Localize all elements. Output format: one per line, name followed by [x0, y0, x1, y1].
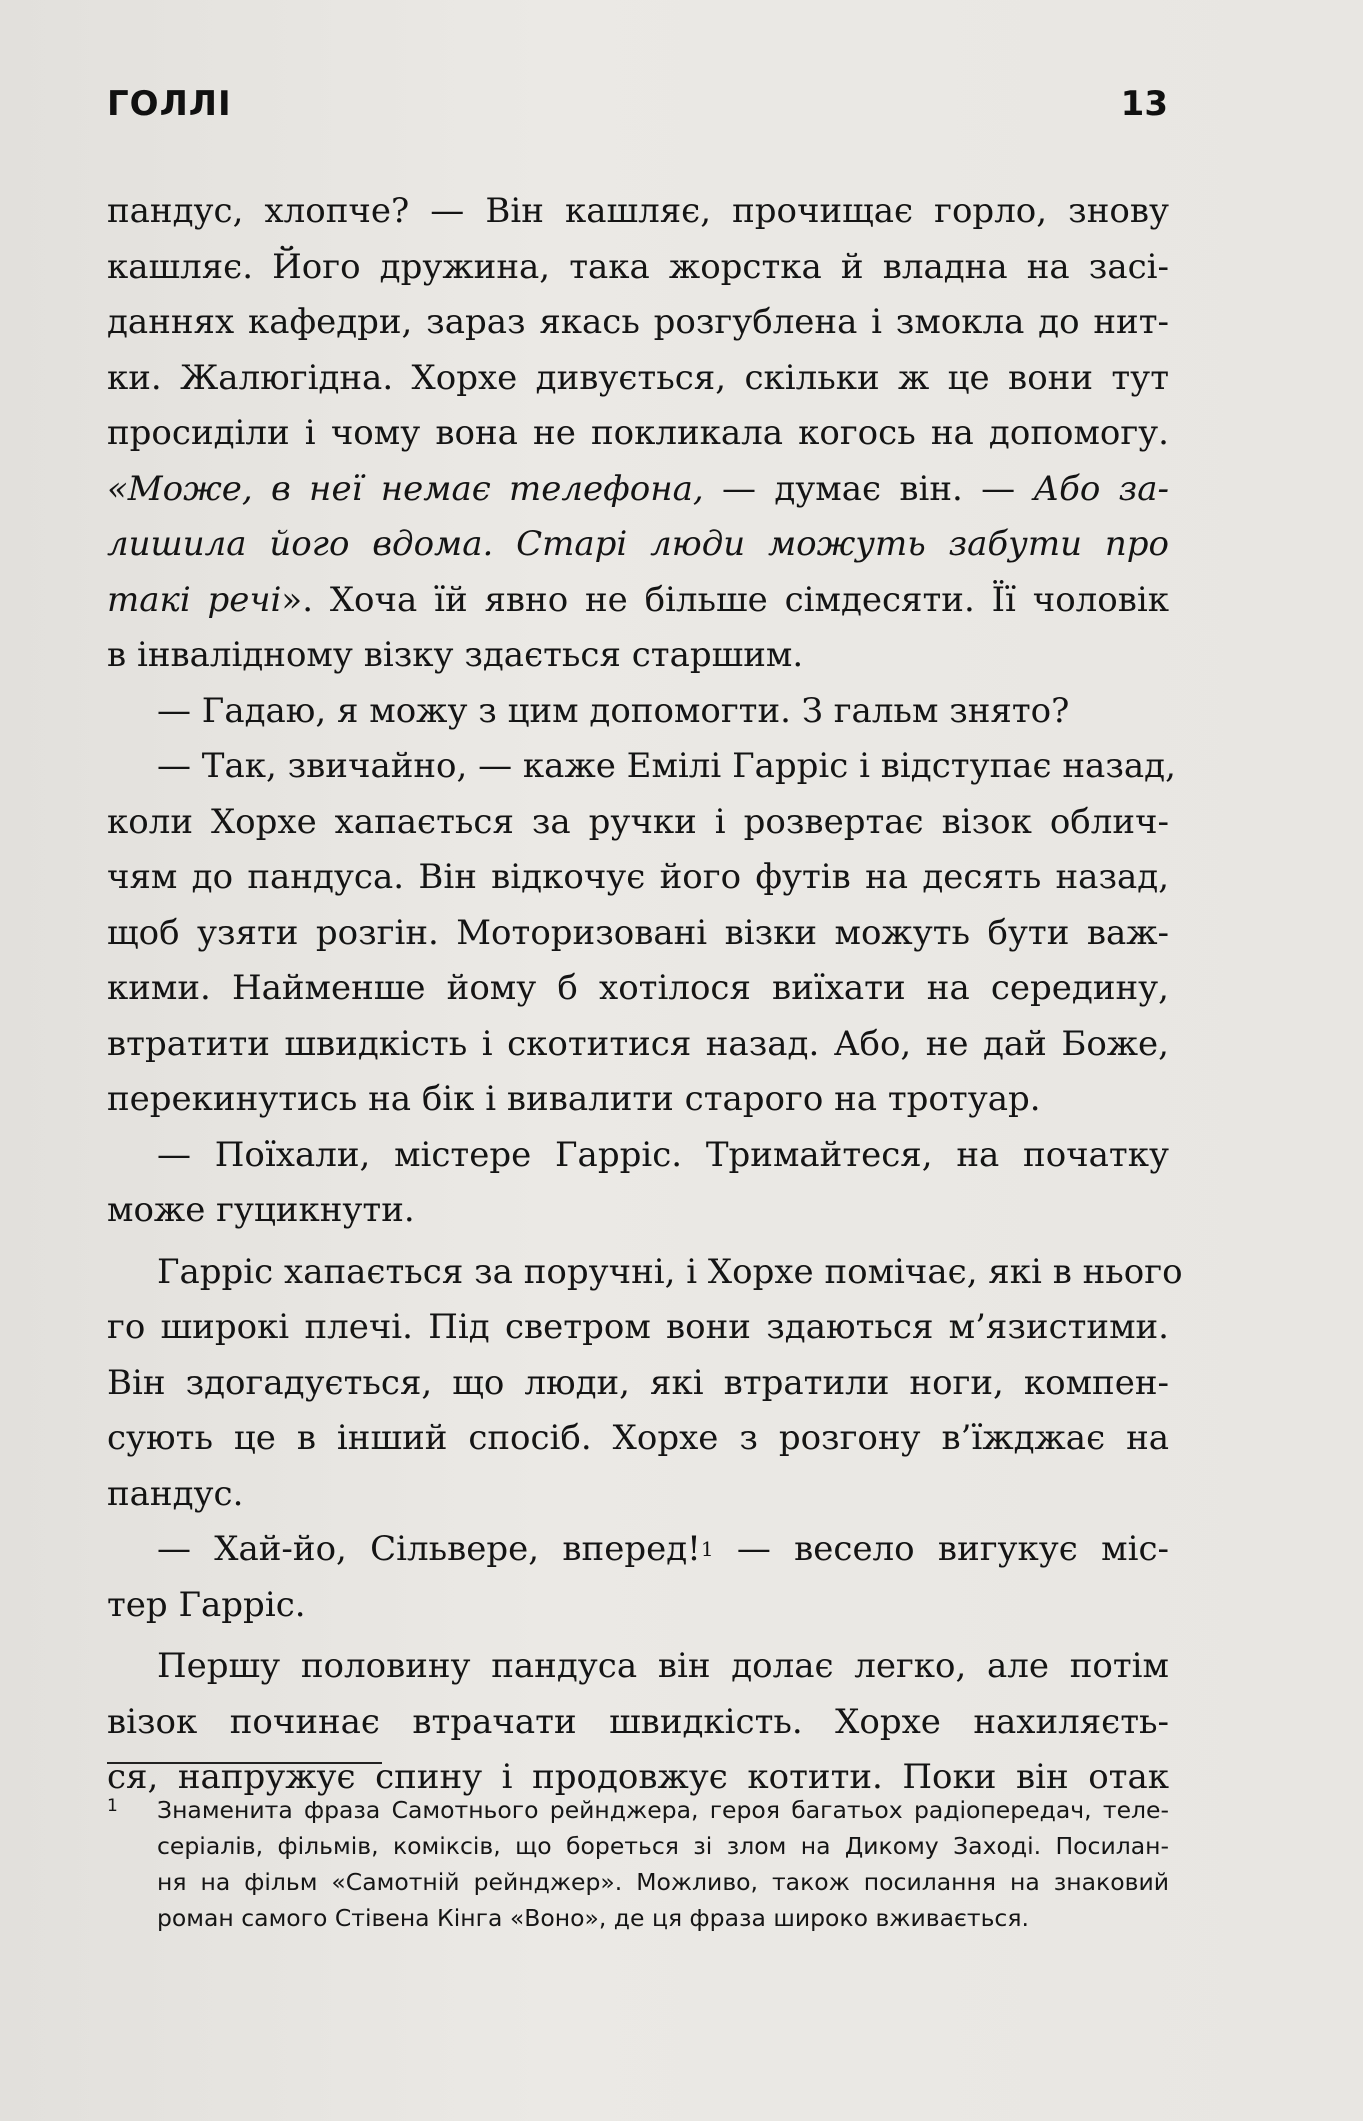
- dialogue-line: — Гадаю, я можу з цим допомогти. З гальм знято?: [157, 690, 1070, 731]
- footnote-line: Знаменита фраза Самотнього рейнджера, героя багатьох радіопередач, теле-: [157, 1796, 1169, 1824]
- text-line: лишила його вдома. Старі люди можуть забути про: [107, 524, 1169, 564]
- running-title: ГОЛЛІ: [107, 84, 232, 124]
- text-line: Він здогадується, що люди, які втратили ноги, компен-: [107, 1362, 1169, 1403]
- italic-text: «Може, в неї немає телефона,: [107, 468, 704, 509]
- text-line: [107, 573, 1169, 629]
- text-line: даннях кафедри, зараз якась розгублена і змокла до нит-: [107, 302, 1169, 342]
- text-line: просиділи і чому вона не покликала когось на допомогу.: [107, 413, 1169, 453]
- dialogue-line: — Так, звичайно, — каже Емілі Гарріс і відступає назад,: [157, 746, 1176, 786]
- dialogue-line: [107, 1522, 1169, 1578]
- text-line: може гуцикнути.: [107, 1190, 415, 1230]
- text-line: втратити швидкість і скотитися назад. Або, не дай Боже,: [107, 1023, 1169, 1064]
- footnote-divider: [107, 1762, 382, 1764]
- text-line: тер Гарріс.: [107, 1584, 306, 1625]
- footnote: [107, 1792, 1169, 1936]
- text-line: коли Хорхе хапається за ручки і розвертає візок облич-: [107, 801, 1169, 842]
- text-segment: — весело вигукує міс-: [713, 1529, 1169, 1569]
- text-line: ки. Жалюгідна. Хорхе дивується, скільки ж це вони тут: [107, 357, 1169, 398]
- footnote-mark: 1: [107, 1796, 118, 1816]
- text-line: в інвалідному візку здається старшим.: [107, 635, 804, 675]
- italic-text: Або за-: [1033, 468, 1169, 509]
- text-line: чям до пандуса. Він відкочує його футів на десять назад,: [107, 857, 1169, 897]
- footnote-line: роман самого Стівена Кінга «Воно», де ця фраза широко вживається.: [157, 1904, 1029, 1932]
- text-line: сують це в інший спосіб. Хорхе з розгону в’їжджає на: [107, 1418, 1169, 1458]
- text-line: Гарріс хапається за поручні, і Хорхе помічає, які в нього: [157, 1251, 1183, 1292]
- footnote-line: ня на фільм «Самотній рейнджер». Можливо, також посилання на знаковий: [157, 1868, 1169, 1896]
- text-segment: — Хай-йо, Сільвере, вперед!: [157, 1529, 701, 1569]
- dialogue-line: — Поїхали, містере Гарріс. Тримайтеся, на початку: [157, 1134, 1169, 1175]
- text-line: [107, 462, 1169, 518]
- text-line: го широкі плечі. Під светром вони здаються м’язистими.: [107, 1307, 1169, 1347]
- text-line: пандус, хлопче? — Він кашляє, прочищає горло, знову: [107, 191, 1169, 231]
- text-segment: ». Хоча їй явно не більше сімдесяти. Її чоловік: [281, 579, 1169, 620]
- text-line: пандус.: [107, 1473, 244, 1514]
- text-line: щоб узяти розгін. Моторизовані візки можуть бути важ-: [107, 912, 1169, 953]
- page-number: 13: [1120, 84, 1168, 124]
- footnote-line: серіалів, фільмів, коміксів, що бореться зі злом на Дикому Заході. Посилан-: [157, 1832, 1169, 1860]
- footnote-reference: 1: [700, 1537, 714, 1561]
- text-line: візок починає втрачати швидкість. Хорхе нахиляєть-: [107, 1701, 1169, 1742]
- text-line: кими. Найменше йому б хотілося виїхати на середину,: [107, 968, 1169, 1008]
- text-line: Першу половину пандуса він долає легко, але потім: [157, 1646, 1169, 1686]
- main-text: [107, 184, 1183, 1806]
- text-line: ся, напружує спину і продовжує котити. Поки він отак: [107, 1757, 1169, 1797]
- text-line: перекинутись на бік і вивалити старого на тротуар.: [107, 1079, 1041, 1119]
- italic-text: такі речі: [107, 579, 282, 620]
- text-line: кашляє. Його дружина, така жорстка й владна на засі-: [107, 246, 1169, 287]
- text-segment: — думає він. —: [703, 468, 1034, 509]
